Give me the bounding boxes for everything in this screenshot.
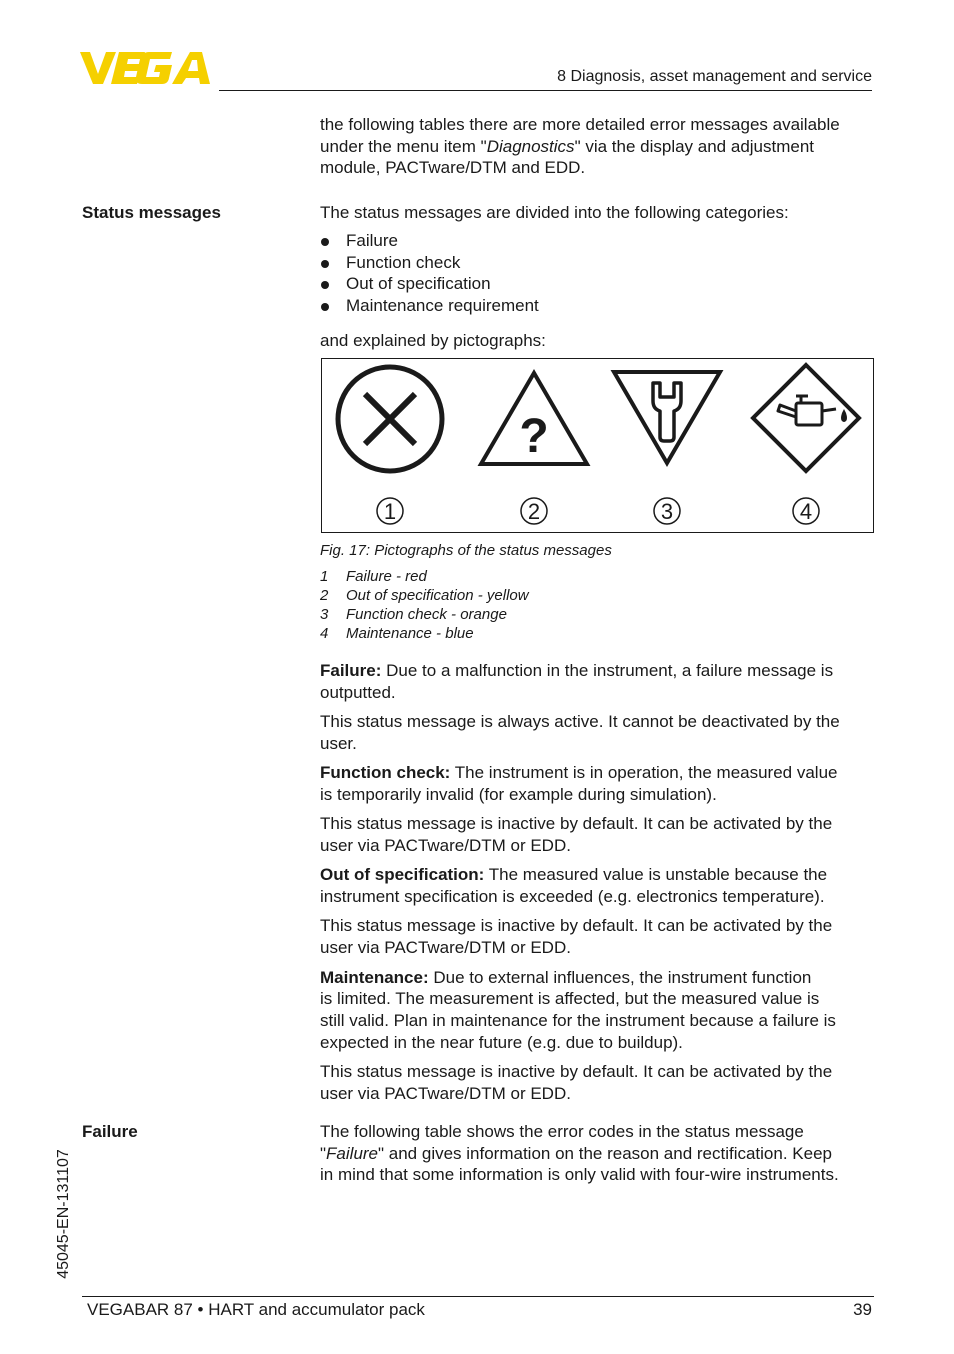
description-paragraph: Function check: The instrument is in operation, the measured value is temporarily invalid (for example during simulation). <box>320 763 838 804</box>
function-check-pictograph-icon <box>614 372 720 463</box>
list-item: Function check <box>320 252 872 274</box>
callout-number: 2 <box>527 499 541 524</box>
legend-item: 2 Out of specification - yellow <box>320 587 529 604</box>
status-lead-text: The status messages are divided into the following categories: <box>320 203 789 222</box>
description-paragraph: This status message is inactive by default. It can be activated by the user via PACTware/DTM or EDD. <box>320 814 833 856</box>
footer-divider <box>82 1296 874 1297</box>
description-paragraph: This status message is always active. It cannot be deactivated by the user. <box>320 712 840 753</box>
description-paragraph: Failure: Due to a malfunction in the instrument, a failure message is outputted. <box>320 661 834 702</box>
pictographs-intro: and explained by pictographs: <box>320 331 546 350</box>
pictograph-drawing <box>322 359 873 532</box>
vega-logo <box>80 50 214 86</box>
legend-item: 4 Maintenance - blue <box>320 625 474 642</box>
description-paragraph: Maintenance: Due to external influences, the instrument function is limited. The measurement is affected, but the measured value is still valid. Plan in maintenance for the instrument because a failure is expected in the near future (e.g. due to buildup). <box>320 967 836 1052</box>
question-mark-glyph: ? <box>519 410 549 463</box>
description-paragraph: Out of specification: The measured value is unstable because the instrument specification is exceeded (e.g. electronics temperature). <box>320 865 828 907</box>
document-code: 45045-EN-131107 <box>55 1149 72 1279</box>
out-of-specification-pictograph-icon <box>481 373 587 464</box>
status-messages-heading: Status messages <box>82 203 221 222</box>
intro-line: under the menu item "Diagnostics" via the display and adjustment <box>320 136 815 156</box>
maintenance-pictograph-icon <box>753 365 859 471</box>
status-descriptions <box>320 660 872 1112</box>
intro-paragraph <box>320 114 872 179</box>
failure-paragraph: The following table shows the error codes in the status message "Failure" and gives information on the reason and rectification. Keep in mind that some information is only valid with four-wire instruments. <box>320 1122 839 1184</box>
description-paragraph: This status message is inactive by default. It can be activated by the user via PACTware/DTM or EDD. <box>320 1062 833 1104</box>
list-item: Failure <box>320 230 872 252</box>
header-section-title: 8 Diagnosis, asset management and service <box>557 68 872 85</box>
figure-caption: Fig. 17: Pictographs of the status messages <box>320 542 612 559</box>
failure-heading: Failure <box>82 1122 138 1141</box>
header-divider <box>219 90 872 91</box>
pictograph-figure <box>321 358 874 533</box>
status-category-list <box>320 230 872 317</box>
legend-item: 1 Failure - red <box>320 568 427 585</box>
intro-line: module, PACTware/DTM and EDD. <box>320 158 586 177</box>
callout-number: 1 <box>383 499 397 524</box>
callout-number: 4 <box>799 499 813 524</box>
figure-legend <box>320 567 872 643</box>
menu-item-diagnostics: Diagnostics <box>486 136 575 156</box>
footer-product: VEGABAR 87 • HART and accumulator pack <box>87 1300 425 1319</box>
list-item: Maintenance requirement <box>320 295 872 317</box>
callout-number: 3 <box>660 499 674 524</box>
failure-pictograph-icon <box>338 367 442 471</box>
page-number: 39 <box>853 1300 872 1319</box>
list-item: Out of specification <box>320 273 872 295</box>
legend-item: 3 Function check - orange <box>320 606 507 623</box>
intro-line: the following tables there are more detailed error messages available <box>320 115 840 134</box>
description-paragraph: This status message is inactive by default. It can be activated by the user via PACTware/DTM or EDD. <box>320 916 833 958</box>
